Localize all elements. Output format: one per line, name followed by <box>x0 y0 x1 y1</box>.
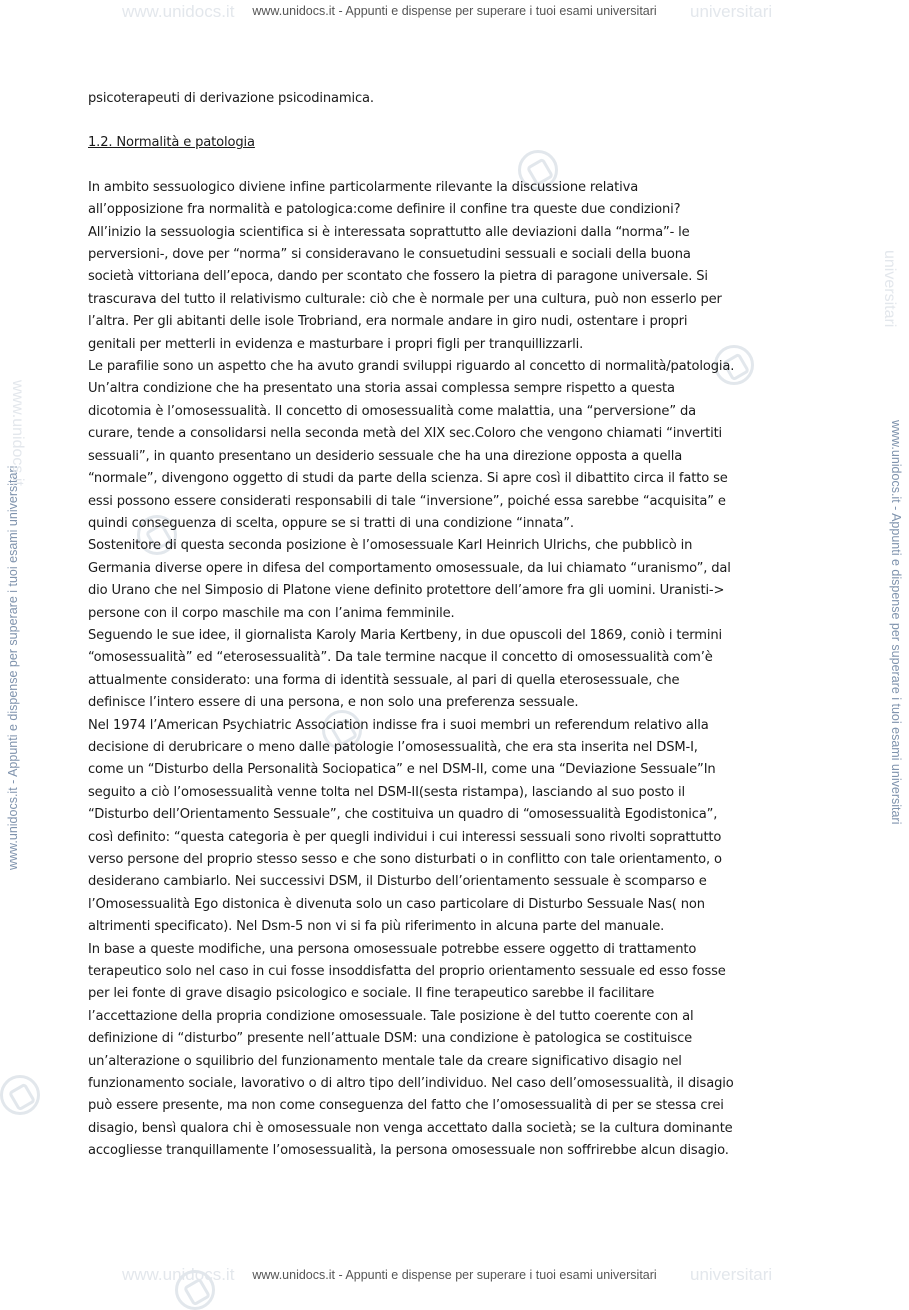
text-line: per lei fonte di grave disagio psicologico e sociale. Il fine terapeutico sarebbe il facilitare <box>88 986 655 1002</box>
text-line: l’Omosessualità Ego distonica è divenuta solo un caso particolare di Disturbo Sessuale Nas( non <box>88 896 705 912</box>
text-line: può essere presente, ma non come conseguenza del fatto che l’omosessualità di per se stessa crei <box>88 1098 724 1114</box>
text-line: Un’altra condizione che ha presentato una storia assai complessa sempre rispetto a questa <box>88 381 675 397</box>
text-line: verso persone del proprio stesso sesso e che sono disturbati o in conflitto con tale orientamento, o <box>88 852 722 867</box>
text-line: definisce l’intero essere di una persona, e non solo una preferenza sessuale. <box>88 695 579 711</box>
watermark-ghost-header-left: www.unidocs.it <box>122 2 235 21</box>
text-line: quindi conseguenza di scelta, oppure se si tratti di una condizione “innata”. <box>88 515 574 531</box>
watermark-ghost-header-right: universitari <box>690 2 773 21</box>
intro-fragment: psicoterapeuti di derivazione psicodinamica. <box>88 91 374 106</box>
text-line: All’inizio la sessuologia scientifica si è interessata soprattutto alle deviazioni dalla “norma”- le <box>88 224 690 240</box>
text-line: disagio, bensì qualora chi è omosessuale non venga accettato dalla società; se la cultura dominante <box>88 1120 733 1136</box>
text-line: come un “Disturbo della Personalità Sociopatica” e nel DSM-II, come una “Deviazione Sessuale”In <box>88 762 716 778</box>
watermark-right-side: www.unidocs.it - Appunti e dispense per superare i tuoi esami universitari <box>889 420 903 825</box>
text-line: “omosessualità” ed “eterosessualità”. Da tale termine nacque il concetto di omosessualità com’è <box>88 650 713 666</box>
text-line: altrimenti specificato). Nel Dsm-5 non vi si fa più riferimento in alcuna parte del manuale. <box>88 919 665 935</box>
text-line: così definito: “questa categoria è per quegli individui i cui interessi sessuali sono rivolti soprattutto <box>88 829 722 845</box>
text-line: desiderano cambiarlo. Nei successivi DSM, il Disturbo dell’orientamento sessuale è scomparso e <box>88 874 707 890</box>
text-line: sessuali”, in quanto presentano un desiderio sessuale che ha una direzione opposta a quella <box>88 448 683 464</box>
text-line: dicotomia è l’omosessualità. Il concetto di omosessualità come malattia, una “perversione” da <box>88 403 697 419</box>
text-line: curare, tende a consolidarsi nella seconda metà del XIX sec.Coloro che vengono chiamati “invertiti <box>88 426 723 442</box>
text-line: genitali per metterli in evidenza e masturbare i propri figli per tranquillizzarli. <box>88 336 584 352</box>
watermark-logo-icon <box>175 1270 215 1310</box>
watermark-logo-icon <box>0 1075 40 1115</box>
text-line: trascurava del tutto il relativismo culturale: ciò che è normale per una cultura, può non esserlo per <box>88 291 722 307</box>
text-line: terapeutico solo nel caso in cui fosse insoddisfatta del proprio orientamento sessuale ed esso fosse <box>88 964 726 980</box>
text-line: dio Urano che nel Simposio di Platone viene definito protettore dell’amore fra gli uomini. Uranisti-> <box>88 583 725 599</box>
watermark-left-side: www.unidocs.it - Appunti e dispense per superare i tuoi esami universitari <box>6 465 20 870</box>
text-line: decisione di derubricare o meno dalle patologie l’omosessualità, che era sta inserita nel DSM-I, <box>88 739 698 755</box>
watermark-ghost-footer-left: www.unidocs.it <box>122 1265 235 1284</box>
text-line: In base a queste modifiche, una persona omosessuale potrebbe essere oggetto di trattamento <box>88 941 697 957</box>
text-line: perversioni-, dove per “norma” si consideravano le consuetudini sessuali e sociali della buona <box>88 247 691 263</box>
text-line: società vittoriana dell’epoca, dando per scontato che fossero la pietra di paragone universale. Si <box>88 269 708 285</box>
text-line: attualmente considerato: una forma di identità sessuale, al pari di quella eterosessuale, che <box>88 672 680 688</box>
watermark-ghost-footer-right: universitari <box>690 1265 773 1284</box>
text-line: all’opposizione fra normalità e patologica:come definire il confine tra queste due condizioni? <box>88 202 681 218</box>
text-line: l’altra. Per gli abitanti delle isole Trobriand, era normale andare in giro nudi, ostentare i propri <box>88 314 688 330</box>
text-line: Le parafilie sono un aspetto che ha avuto grandi sviluppi riguardo al concetto di normalità/patologia. <box>88 359 735 375</box>
text-line: l’accettazione della propria condizione omosessuale. Tale posizione è del tutto coerente con al <box>88 1008 694 1024</box>
text-line: “Disturbo dell’Orientamento Sessuale”, che costituiva un quadro di “omosessualità Egodistonica”, <box>88 807 718 823</box>
text-line: Sostenitore di questa seconda posizione è l’omosessuale Karl Heinrich Ulrichs, che pubblicò in <box>88 538 693 554</box>
text-line: funzionamento sociale, lavorativo o di altro tipo dell’individuo. Nel caso dell’omosessualità, il disagio <box>88 1076 734 1092</box>
document-body <box>88 88 828 1163</box>
paragraph-spacer <box>88 155 828 177</box>
text-line: In ambito sessuologico diviene infine particolarmente rilevante la discussione relativa <box>88 179 639 195</box>
text-line: definizione di “disturbo” presente nell’attuale DSM: una condizione è patologica se costituisce <box>88 1031 693 1047</box>
watermark-ghost-left-fragment: www.unidocs.it <box>9 380 26 486</box>
text-line: Nel 1974 l’American Psychiatric Association indisse fra i suoi membri un referendum relativo alla <box>88 717 709 733</box>
watermark-ghost-right-fragment: universitari <box>881 250 898 328</box>
section-heading: 1.2. Normalità e patologia <box>88 135 255 151</box>
paragraph-text <box>88 177 828 1163</box>
text-line: persone con il corpo maschile ma con l’anima femminile. <box>88 605 455 621</box>
text-line: “normale”, divengono oggetto di studi da parte della scienza. Si apre così il dibattito circa il fatto se <box>88 471 728 487</box>
text-line: un’alterazione o squilibrio del funzionamento mentale tale da creare significativo disagio nel <box>88 1053 682 1069</box>
text-line: accogliesse tranquillamente l’omosessualità, la persona omosessuale non soffrirebbe alcun disagio. <box>88 1143 729 1159</box>
watermark-header: www.unidocs.it - Appunti e dispense per superare i tuoi esami universitari <box>252 4 657 18</box>
text-line: essi possono essere considerati responsabili di tale “inversione”, poiché essa sarebbe “acquisita” e <box>88 493 726 509</box>
text-line: Seguendo le sue idee, il giornalista Karoly Maria Kertbeny, in due opuscoli del 1869, coniò i termini <box>88 627 722 643</box>
text-line: seguito a ciò l’omosessualità venne tolta nel DSM-II(sesta ristampa), lasciando al suo posto il <box>88 784 686 800</box>
watermark-footer: www.unidocs.it - Appunti e dispense per superare i tuoi esami universitari <box>252 1268 657 1282</box>
text-line: Germania diverse opere in difesa del comportamento omosessuale, da lui chiamato “uranismo”, dal <box>88 560 731 576</box>
